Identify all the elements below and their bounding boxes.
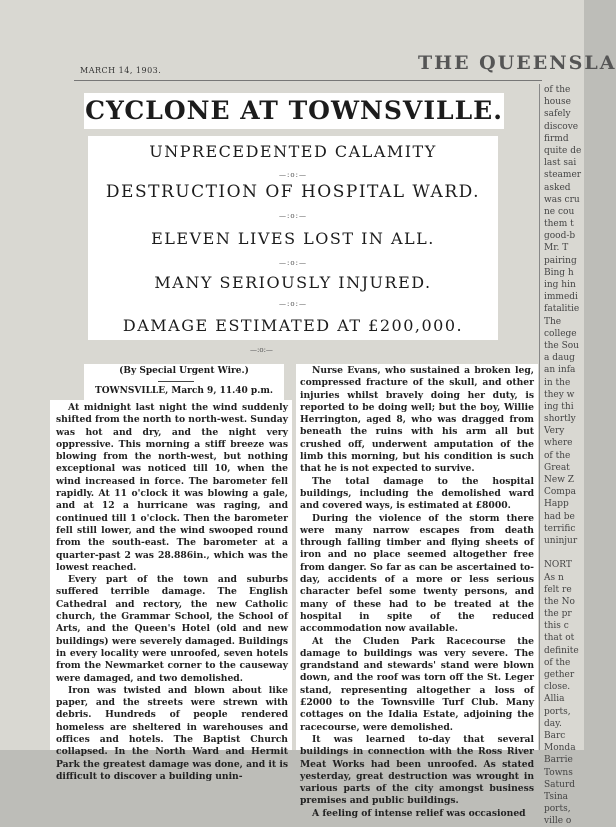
left-paragraph-3: Iron was twisted and blown about like paper, and the streets were strewn with debris. Hundreds of people rendered homeless are sheltered in warehouses and offices and hotels. The Baptist Church collapsed. In the North Ward and Hermit Park the greatest damage was done, and it is difficult to discover a building unin-	[56, 684, 288, 782]
sidebar-line: where	[544, 438, 573, 449]
sidebar-line: Very	[544, 426, 565, 437]
separator-2: —:o:—	[279, 212, 307, 220]
sidebar-line: Allia	[544, 694, 565, 705]
right-paragraph-6: A feeling of intense relief was occasioned	[312, 807, 526, 819]
sidebar-line: gether	[544, 670, 575, 680]
sidebar-line: the pr	[544, 609, 572, 620]
sidebar-line: felt re	[544, 584, 572, 595]
right-paragraph-2: The total damage to the hospital buildings, including the demolished ward and covered ways, is estimated at £8000.	[300, 475, 534, 512]
sidebar-line: college	[544, 328, 577, 339]
sidebar-line: The	[544, 316, 562, 327]
article-dateline: TOWNSVILLE, March 9, 11.40 p.m.	[95, 386, 273, 396]
sidebar-line: Tsina	[544, 791, 569, 802]
column-rule	[539, 84, 540, 750]
sidebar-line: had be	[544, 511, 575, 522]
sidebar-line: Saturd	[544, 779, 576, 790]
sidebar-line: definite	[544, 645, 579, 656]
adjacent-column-text	[544, 84, 584, 827]
sidebar-line: close.	[544, 682, 571, 693]
right-paragraph-3: During the violence of the storm there were many narrow escapes from death through falling timber and flying sheets of iron and no place seemed altogether free from danger. So far as can be ascertained to-day, accidents of a more or less serious character befel some twenty persons, and many of these had to be treated at the hospital in spite of the reduced accommodation now available.	[300, 512, 534, 635]
sidebar-line: of the	[544, 657, 571, 668]
left-column	[56, 402, 288, 783]
sidebar-line: of the	[544, 450, 571, 461]
sidebar-line: Mr. T	[544, 243, 569, 254]
sidebar-line: discove	[544, 121, 579, 132]
subhead-1: UNPRECEDENTED CALAMITY	[149, 142, 437, 161]
sidebar-line: they w	[544, 389, 575, 400]
sidebar-line: As n	[544, 572, 564, 583]
separator-4: —:o:—	[279, 300, 307, 308]
byline-rule	[158, 381, 194, 382]
sidebar-line: Monda	[544, 743, 576, 754]
sidebar-line: Great	[544, 462, 570, 473]
sidebar-line: last sai	[544, 158, 577, 169]
sidebar-line: Towns	[544, 767, 573, 778]
separator-3: —:o:—	[279, 259, 307, 267]
sidebar-line: Barrie	[544, 755, 573, 766]
sidebar-line: fatalitie	[544, 304, 580, 315]
sidebar-line: quite de	[544, 145, 582, 156]
separator-5: —:o:—	[250, 346, 273, 354]
sidebar-line: ing thi	[544, 401, 574, 412]
sidebar-line: the No	[544, 596, 575, 607]
page-date: MARCH 14, 1903.	[80, 66, 162, 75]
masthead: THE QUEENSLA	[418, 52, 616, 74]
sidebar-line: of the	[544, 85, 571, 95]
sidebar-line: good-b	[544, 231, 576, 242]
sidebar-line: day.	[544, 718, 562, 729]
top-rule	[74, 80, 542, 81]
separator-1: —:o:—	[279, 171, 307, 179]
sidebar-line: a daug	[544, 353, 575, 364]
sidebar-line: steamer	[544, 170, 582, 181]
right-paragraph-1: Nurse Evans, who sustained a broken leg, compressed fracture of the skull, and other injuries whilst bravely doing her duty, is reported to be doing well; but the boy, Willie Herrington, aged 8, who was dragged from beneath the ruins with his arm all but crushed off, underwent amputation of the limb this morning, but his condition is such that he is not expected to survive.	[300, 365, 534, 475]
subhead-2: DESTRUCTION OF HOSPITAL WARD.	[105, 182, 481, 202]
sidebar-line: ne cou	[544, 206, 575, 217]
sidebar-line: the Sou	[544, 340, 579, 351]
left-paragraph-2: Every part of the town and suburbs suffered terrible damage. The English Cathedral and rectory, the new Catholic church, the Grammar School, the School of Arts, and the Queen's Hotel (old and new buildings) were severely damaged. Buildings in every locality were unroofed, seven hotels from the Newmarket corner to the causeway were damaged, and two demolished.	[56, 574, 288, 684]
sidebar-line: uninjur	[544, 535, 578, 546]
sidebar-line: this c	[544, 621, 569, 632]
sidebar-line: house	[544, 97, 571, 108]
sidebar-line: New Z	[544, 475, 575, 485]
sidebar-line: asked	[544, 182, 571, 193]
sidebar-line: NORT	[544, 560, 572, 571]
right-paragraph-4: At the Cluden Park Racecourse the damage to buildings was very severe. The grandstand and stewards' stand were blown down, and the roof was torn off the St. Leger stand, representing altogether a loss of £2000 to the Townsville Turf Club. Many cottages on the Idalia Estate, adjoining the racecourse, were demolished.	[300, 635, 534, 733]
headline: CYCLONE AT TOWNSVILLE.	[85, 96, 503, 125]
right-column	[300, 365, 534, 820]
subhead-4: MANY SERIOUSLY INJURED.	[154, 273, 432, 292]
sidebar-line: safely	[544, 109, 571, 120]
sidebar-line: that ot	[544, 633, 575, 644]
byline: (By Special Urgent Wire.)	[119, 366, 249, 376]
sidebar-line: Barc	[544, 730, 566, 741]
sidebar-line	[544, 547, 584, 559]
sidebar-line: firmd	[544, 133, 569, 144]
sidebar-line: was cru	[544, 194, 580, 205]
sidebar-line: immedi	[544, 292, 578, 303]
sidebar-line: ports,	[544, 804, 571, 815]
subhead-5: DAMAGE ESTIMATED AT £200,000.	[122, 316, 464, 335]
sidebar-line: terrific	[544, 523, 576, 534]
left-paragraph-1: At midnight last night the wind suddenly shifted from the north to north-west. Sunday was hot and dry, and the night very oppressive. This morning a stiff breeze was blowing from the north-west, but nothing exceptional was noticed till 10, when the wind increased in force. The barometer fell rapidly. At 11 o'clock it was blowing a gale, and at 12 a hurricane was raging, and continued till 1 o'clock. Then the barometer fell still lower, and the wind swooped round from the south-east. The barometer at a quarter-past 2 was 28.886in., which was the lowest reached.	[56, 402, 288, 573]
sidebar-line: them t	[544, 219, 574, 230]
sidebar-line: ports,	[544, 706, 571, 717]
right-paragraph-5: It was learned to-day that several buildings in connection with the Ross River Meat Works had been unroofed. As stated yesterday, great destruction was wrought in various parts of the city amongst business premises and public buildings.	[300, 733, 534, 807]
sidebar-line: ing hin	[544, 280, 576, 290]
sidebar-line: Compa	[544, 487, 576, 498]
subhead-3: ELEVEN LIVES LOST IN ALL.	[151, 229, 435, 248]
sidebar-line: an infa	[544, 365, 576, 376]
sidebar-line: in the	[544, 377, 571, 388]
sidebar-line: shortly	[544, 414, 576, 425]
sidebar-line: Happ	[544, 499, 569, 510]
sidebar-line: Bing h	[544, 267, 574, 278]
sidebar-line: ville o	[544, 816, 572, 827]
sidebar-line: pairing	[544, 255, 577, 266]
